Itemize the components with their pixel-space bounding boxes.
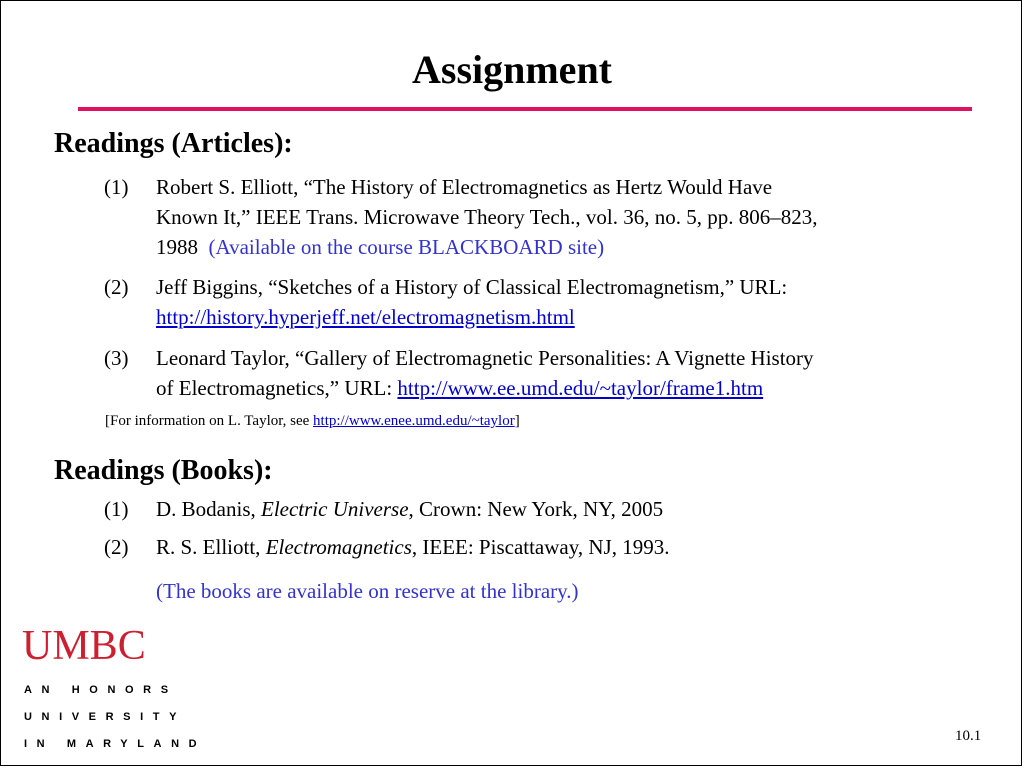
note-text: ] [514,413,520,429]
article-number: (3) [104,346,129,370]
article-link[interactable]: http://www.ee.umd.edu/~taylor/frame1.htm [397,376,764,400]
umbc-logo: UMBC [22,623,146,669]
article-text-line: of Electromagnetics,” URL: [156,376,393,400]
book-publisher: , IEEE: Piscattaway, NJ, 1993. [411,535,670,559]
book-number: (1) [104,497,129,521]
article-item-2 [104,272,984,332]
article-year: 1988 [156,235,198,259]
article-number: (1) [104,175,129,199]
taylor-link[interactable]: http://www.enee.umd.edu/~taylor [313,413,515,429]
book-number: (2) [104,535,129,559]
books-heading: Readings (Books): [54,455,273,486]
articles-heading: Readings (Articles): [54,128,293,159]
slide-title: Assignment [411,47,613,92]
logo-tagline-2: UNIVERSITY [24,711,187,723]
article-text-line: Leonard Taylor, “Gallery of Electromagnetic Personalities: A Vignette History [156,346,814,370]
book-author: R. S. Elliott, [156,535,261,559]
book-title: Electromagnetics [265,535,412,559]
article-text-line: Robert S. Elliott, “The History of Electromagnetics as Hertz Would Have [156,175,773,199]
logo-tagline-3: IN MARYLAND [24,738,207,750]
article-item-1 [104,172,984,262]
book-author: D. Bodanis, [156,497,256,521]
logo-tagline-1: AN HONORS [24,684,178,696]
availability-note: (Available on the course BLACKBOARD site) [208,235,605,259]
article-link[interactable]: http://history.hyperjeff.net/electromagnetism.html [156,305,575,329]
book-item-1 [104,494,984,524]
page-number: 10.1 [955,728,982,744]
book-item-2 [104,532,984,562]
title-divider [78,107,972,111]
article-number: (2) [104,275,129,299]
book-title: Electric Universe [261,497,409,521]
article-item-3 [104,343,984,403]
book-publisher: , Crown: New York, NY, 2005 [408,497,664,521]
books-reserve-note: (The books are available on reserve at the library.) [156,579,579,603]
note-text: [For information on L. Taylor, see [105,413,310,429]
article-text-line: Jeff Biggins, “Sketches of a History of Classical Electromagnetism,” URL: [156,275,788,299]
taylor-info-note [105,410,520,432]
article-text-line: Known It,” IEEE Trans. Microwave Theory Tech., vol. 36, no. 5, pp. 806–823, [156,205,818,229]
